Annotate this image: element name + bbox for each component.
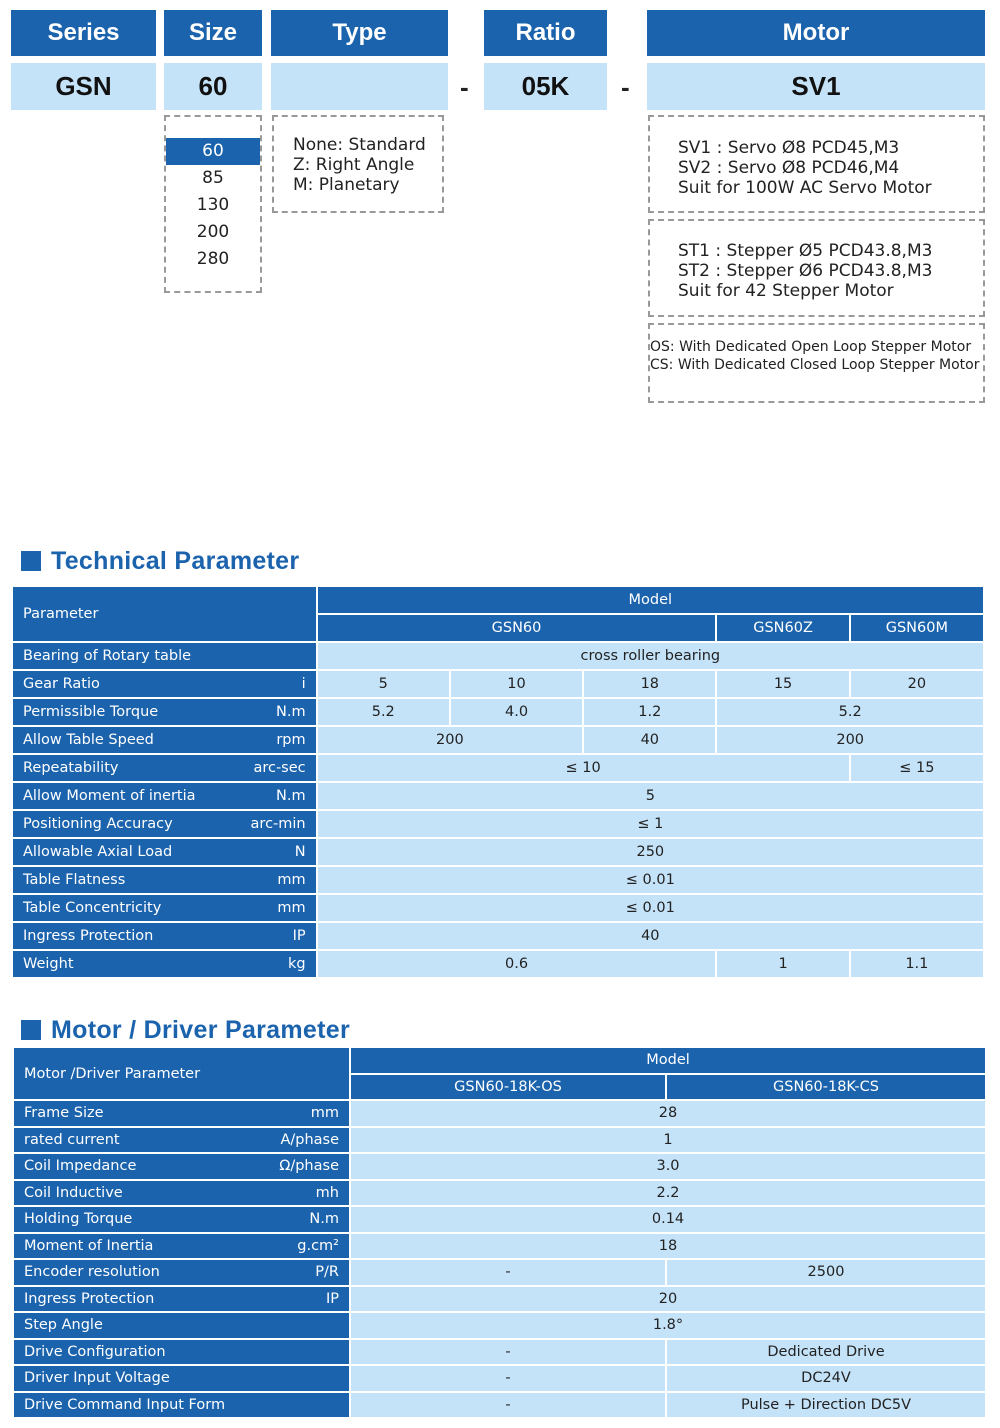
row-label: Gear Ratio bbox=[23, 676, 100, 692]
table-row bbox=[13, 895, 983, 921]
row-unit: mm bbox=[277, 900, 306, 916]
motor-option: Suit for 100W AC Servo Motor bbox=[678, 178, 932, 198]
row-label: Frame Size bbox=[24, 1105, 104, 1122]
size-option: 280 bbox=[196, 249, 230, 269]
table-cell: - bbox=[351, 1340, 665, 1365]
table-row bbox=[14, 1234, 985, 1259]
size-header: Size bbox=[164, 10, 262, 56]
table-row bbox=[13, 783, 983, 809]
technical-parameter-title bbox=[21, 545, 299, 577]
row-unit: kg bbox=[288, 956, 306, 972]
table-row bbox=[13, 839, 983, 865]
motor-option: SV1 : Servo Ø8 PCD45,M3 bbox=[678, 138, 900, 158]
motor-driver-parameter-title bbox=[21, 1014, 350, 1046]
motor-option: Suit for 42 Stepper Motor bbox=[678, 281, 894, 301]
row-label: Drive Command Input Form bbox=[24, 1396, 226, 1413]
table-cell: 1.1 bbox=[851, 951, 983, 977]
row-unit: IP bbox=[292, 928, 306, 944]
model-name: GSN60M bbox=[851, 615, 983, 641]
parameter-header: Motor /Driver Parameter bbox=[14, 1048, 349, 1099]
ratio-header: Ratio bbox=[484, 10, 607, 56]
row-label: Weight bbox=[23, 956, 74, 972]
table-cell: 1.2 bbox=[584, 699, 715, 725]
row-unit: rpm bbox=[276, 732, 306, 748]
section-square-icon bbox=[21, 1020, 41, 1040]
table-cell: 0.14 bbox=[351, 1207, 985, 1232]
row-unit: A/phase bbox=[280, 1131, 339, 1148]
table-cell: 3.0 bbox=[351, 1154, 985, 1179]
row-unit: mh bbox=[315, 1184, 339, 1201]
table-cell: ≤ 0.01 bbox=[318, 867, 983, 893]
row-unit: mm bbox=[277, 872, 306, 888]
table-row bbox=[14, 1393, 985, 1418]
table-row bbox=[13, 699, 983, 725]
table-row bbox=[14, 1101, 985, 1126]
ratio-value: 05K bbox=[484, 63, 607, 110]
table-row bbox=[14, 1260, 985, 1285]
row-label: rated current bbox=[24, 1131, 120, 1148]
model-name: GSN60-18K-OS bbox=[351, 1075, 665, 1100]
table-cell: 2.2 bbox=[351, 1181, 985, 1206]
table-cell: 5.2 bbox=[717, 699, 983, 725]
row-unit: N bbox=[294, 844, 306, 860]
table-row bbox=[14, 1340, 985, 1365]
model-name: GSN60-18K-CS bbox=[667, 1075, 985, 1100]
table-cell: 1.8° bbox=[351, 1313, 985, 1338]
motor-option: ST2 : Stepper Ø6 PCD43.8,M3 bbox=[678, 261, 933, 281]
technical-parameter-table bbox=[11, 585, 985, 979]
row-unit: arc-min bbox=[250, 816, 306, 832]
row-label: Holding Torque bbox=[24, 1211, 133, 1228]
separator-2: - bbox=[621, 72, 630, 102]
table-cell: ≤ 10 bbox=[318, 755, 849, 781]
motor-option: ST1 : Stepper Ø5 PCD43.8,M3 bbox=[678, 241, 933, 261]
table-row bbox=[13, 727, 983, 753]
table-cell: 20 bbox=[351, 1287, 985, 1312]
table-cell: 250 bbox=[318, 839, 983, 865]
motor-stepper-options-box bbox=[648, 219, 985, 317]
table-row bbox=[13, 811, 983, 837]
row-label: Positioning Accuracy bbox=[23, 816, 173, 832]
model-name: GSN60Z bbox=[717, 615, 848, 641]
row-unit: N.m bbox=[276, 704, 306, 720]
table-cell: 10 bbox=[451, 671, 582, 697]
motor-option: SV2 : Servo Ø8 PCD46,M4 bbox=[678, 158, 900, 178]
table-cell: 5.2 bbox=[318, 699, 449, 725]
row-label: Moment of Inertia bbox=[24, 1237, 154, 1254]
table-cell: 1 bbox=[351, 1128, 985, 1153]
row-label: Table Flatness bbox=[23, 872, 126, 888]
row-label: Permissible Torque bbox=[23, 704, 159, 720]
table-cell: ≤ 0.01 bbox=[318, 895, 983, 921]
type-header: Type bbox=[271, 10, 448, 56]
table-cell: - bbox=[351, 1366, 665, 1391]
type-option: Z: Right Angle bbox=[293, 155, 415, 175]
table-row bbox=[13, 951, 983, 977]
series-header: Series bbox=[11, 10, 156, 56]
table-row bbox=[14, 1181, 985, 1206]
table-cell: Pulse + Direction DC5V bbox=[667, 1393, 985, 1418]
table-row bbox=[14, 1366, 985, 1391]
row-label: Allowable Axial Load bbox=[23, 844, 173, 860]
table-row bbox=[14, 1207, 985, 1232]
table-cell: 18 bbox=[351, 1234, 985, 1259]
table-cell: 1 bbox=[717, 951, 848, 977]
table-row bbox=[14, 1287, 985, 1312]
row-unit: N.m bbox=[276, 788, 306, 804]
motor-header: Motor bbox=[647, 10, 985, 56]
table-cell: 5 bbox=[318, 671, 449, 697]
table-cell: ≤ 15 bbox=[851, 755, 983, 781]
table-cell: - bbox=[351, 1393, 665, 1418]
row-label: Coil Inductive bbox=[24, 1184, 123, 1201]
type-value bbox=[271, 63, 448, 110]
section-title-text: Technical Parameter bbox=[51, 546, 300, 575]
table-cell: - bbox=[351, 1260, 665, 1285]
motor-servo-options-box bbox=[648, 115, 985, 213]
row-label: Table Concentricity bbox=[23, 900, 162, 916]
row-label: Driver Input Voltage bbox=[24, 1370, 170, 1387]
row-unit: i bbox=[301, 676, 306, 692]
table-cell: DC24V bbox=[667, 1366, 985, 1391]
motor-driver-parameter-table bbox=[12, 1046, 987, 1419]
type-option: M: Planetary bbox=[293, 175, 400, 195]
row-label: Ingress Protection bbox=[23, 928, 154, 944]
section-title-text: Motor / Driver Parameter bbox=[51, 1015, 350, 1044]
table-cell: 20 bbox=[851, 671, 983, 697]
row-label: Allow Table Speed bbox=[23, 732, 154, 748]
table-cell: 40 bbox=[584, 727, 715, 753]
type-option: None: Standard bbox=[293, 135, 426, 155]
row-unit: IP bbox=[325, 1290, 339, 1307]
table-cell: 200 bbox=[717, 727, 983, 753]
row-unit: g.cm² bbox=[297, 1237, 339, 1254]
table-cell: 0.6 bbox=[318, 951, 716, 977]
table-cell: 4.0 bbox=[451, 699, 582, 725]
size-value: 60 bbox=[164, 63, 262, 110]
row-unit: P/R bbox=[315, 1264, 339, 1281]
table-row bbox=[13, 671, 983, 697]
row-label: Repeatability bbox=[23, 760, 119, 776]
motor-value: SV1 bbox=[647, 63, 985, 110]
table-row bbox=[14, 1154, 985, 1179]
row-unit: N.m bbox=[309, 1211, 339, 1228]
row-label: Allow Moment of inertia bbox=[23, 788, 196, 804]
table-row bbox=[14, 1128, 985, 1153]
row-label: Step Angle bbox=[24, 1317, 103, 1334]
motor-dedicated-options-box bbox=[648, 323, 985, 403]
table-cell: 40 bbox=[318, 923, 983, 949]
row-label: Ingress Protection bbox=[24, 1290, 155, 1307]
table-row bbox=[13, 923, 983, 949]
size-options-box bbox=[164, 115, 262, 293]
row-label: Drive Configuration bbox=[24, 1343, 166, 1360]
size-option: 60 bbox=[166, 138, 260, 165]
size-option: 85 bbox=[202, 168, 224, 188]
table-cell: ≤ 1 bbox=[318, 811, 983, 837]
row-label: Encoder resolution bbox=[24, 1264, 160, 1281]
model-header: Model bbox=[351, 1048, 985, 1073]
parameter-header: Parameter bbox=[13, 587, 316, 641]
table-row bbox=[13, 643, 983, 669]
series-value: GSN bbox=[11, 63, 156, 110]
separator-1: - bbox=[460, 72, 469, 102]
table-cell: 2500 bbox=[667, 1260, 985, 1285]
row-label: Coil Impedance bbox=[24, 1158, 137, 1175]
size-option: 200 bbox=[196, 222, 230, 242]
motor-option: CS: With Dedicated Closed Loop Stepper Motor bbox=[650, 357, 980, 373]
section-square-icon bbox=[21, 551, 41, 571]
row-unit: Ω/phase bbox=[279, 1158, 339, 1175]
table-cell: 5 bbox=[318, 783, 983, 809]
type-options-box bbox=[272, 115, 444, 213]
table-row bbox=[14, 1313, 985, 1338]
table-row bbox=[13, 755, 983, 781]
table-row bbox=[13, 867, 983, 893]
table-cell: 15 bbox=[717, 671, 848, 697]
row-unit: mm bbox=[310, 1105, 339, 1122]
row-unit: arc-sec bbox=[253, 760, 306, 776]
motor-option: OS: With Dedicated Open Loop Stepper Motor bbox=[650, 339, 972, 355]
table-cell: 18 bbox=[584, 671, 715, 697]
table-cell: cross roller bearing bbox=[318, 643, 983, 669]
model-name: GSN60 bbox=[318, 615, 716, 641]
model-header: Model bbox=[318, 587, 983, 613]
row-label: Bearing of Rotary table bbox=[23, 648, 192, 664]
table-cell: 200 bbox=[318, 727, 583, 753]
size-option: 130 bbox=[196, 195, 230, 215]
table-cell: Dedicated Drive bbox=[667, 1340, 985, 1365]
table-cell: 28 bbox=[351, 1101, 985, 1126]
